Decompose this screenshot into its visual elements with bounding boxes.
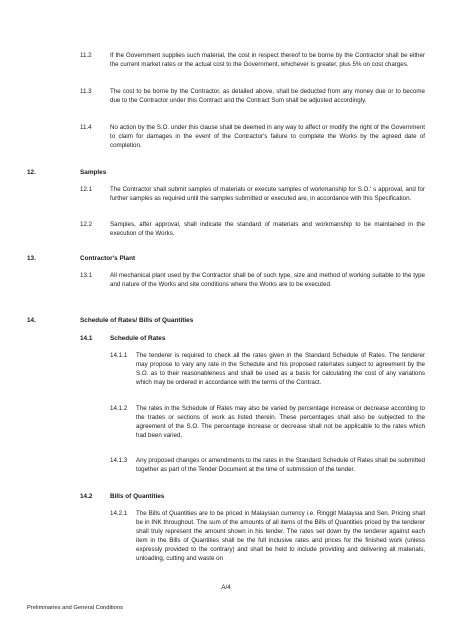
clause-number: 12.1	[80, 186, 93, 193]
clause-number: 11.4	[80, 124, 92, 131]
clause-number: 14.1.3	[110, 457, 128, 464]
clause-number: 14.1.2	[110, 405, 128, 412]
clause-text: The Contractor shall submit samples of materials or execute samples of workmanship for S.O.' s approval, and for further samples as required until the samples submitted or executed are, in accordance with this Specification.	[110, 186, 425, 202]
clause-number: 12.2	[80, 221, 93, 228]
section-title: Schedule of Rates/ Bills of Quantities	[80, 317, 194, 324]
clause-number: 13.1	[80, 272, 93, 279]
subsection-title: Schedule of Rates	[110, 335, 166, 342]
subsection-number: 14.2	[80, 493, 93, 500]
clause-text: All mechanical plant used by the Contractor shall be of such type, size and method of working suitable to the type and nature of the Works and site conditions where the Works are to be executed.	[110, 272, 425, 288]
clause-text: If the Government supplies such material, the cost in respect thereof to be borne by the Contractor shall be either the current market rates or the actual cost to the Government, whichever is greater, plus 5% on cost charges.	[110, 52, 425, 68]
section-number: 14.	[27, 317, 36, 324]
clause-text: Any proposed changes or amendments to the rates in the Standard Schedule of Rates shall be submitted together as part of the Tender Document at the time of submission of the tender.	[136, 457, 425, 473]
subsection-number: 14.1	[80, 335, 93, 342]
clause-text: The tenderer is required to check all the rates given in the Standard Schedule of Rates. The tenderer may propose to vary any rate in the Schedule and his proposed rate/rates subject to agreement by the S.O. as to their reasonableness and shall be used as a basis for calculating the cost of any variations which may be ordered in accordance with the terms of the Contract.	[136, 352, 425, 386]
page-number: A/4	[221, 584, 231, 591]
page-footer: Preliminaries and General Conditions	[27, 605, 124, 611]
clause-text: The Bills of Quantities are to be priced in Malaysian currency i.e. Ringgit Malaysia and Sen. Pricing shall be in INK throughout. The sum of the amounts of all items of the Bills of Quantities priced by the tenderer shall truly represent the amount shown in his tender. The rates set down by the tenderer against each item in the Bills of Quantities shall be the full inclusive rates and prices for the finished work (unless expressly provided to the contrary) and shall be held to include providing and delivering all materials, unloading, cutting and waste on	[136, 510, 425, 562]
clause-text: Samples, after approval, shall indicate the standard of materials and workmanship to be maintained in the execution of the Works.	[110, 221, 425, 237]
subsection-title: Bills of Quantities	[110, 493, 165, 500]
clause-number: 14.2.1	[110, 510, 128, 517]
section-title: Samples	[80, 169, 107, 176]
clause-number: 14.1.1	[110, 352, 128, 359]
section-title: Contractor's Plant	[80, 255, 136, 262]
clause-number: 11.3	[80, 88, 92, 95]
clause-text: The rates in the Schedule of Rates may also be varied by percentage increase or decrease according to the trades or sections of work as listed therein. These percentages shall also be subjected to the agreement of the S.O. The percentage increase or decrease shall not be applicable to the rates which had been varied.	[136, 405, 425, 439]
clause-number: 11.2	[80, 52, 92, 59]
section-number: 13.	[27, 255, 36, 262]
clause-text: No action by the S.O. under this clause shall be deemed in any way to affect or modify the right of the Government to claim for damages in the event of the Contractor's failure to complete the Works by the agreed date of completion.	[110, 124, 425, 149]
section-number: 12.	[27, 169, 36, 176]
clause-text: The cost to be borne by the Contractor, as detailed above, shall be deducted from any money due or to become due to the Contractor under this Contract and the Contract Sum shall be adjusted accordingly.	[110, 88, 425, 104]
